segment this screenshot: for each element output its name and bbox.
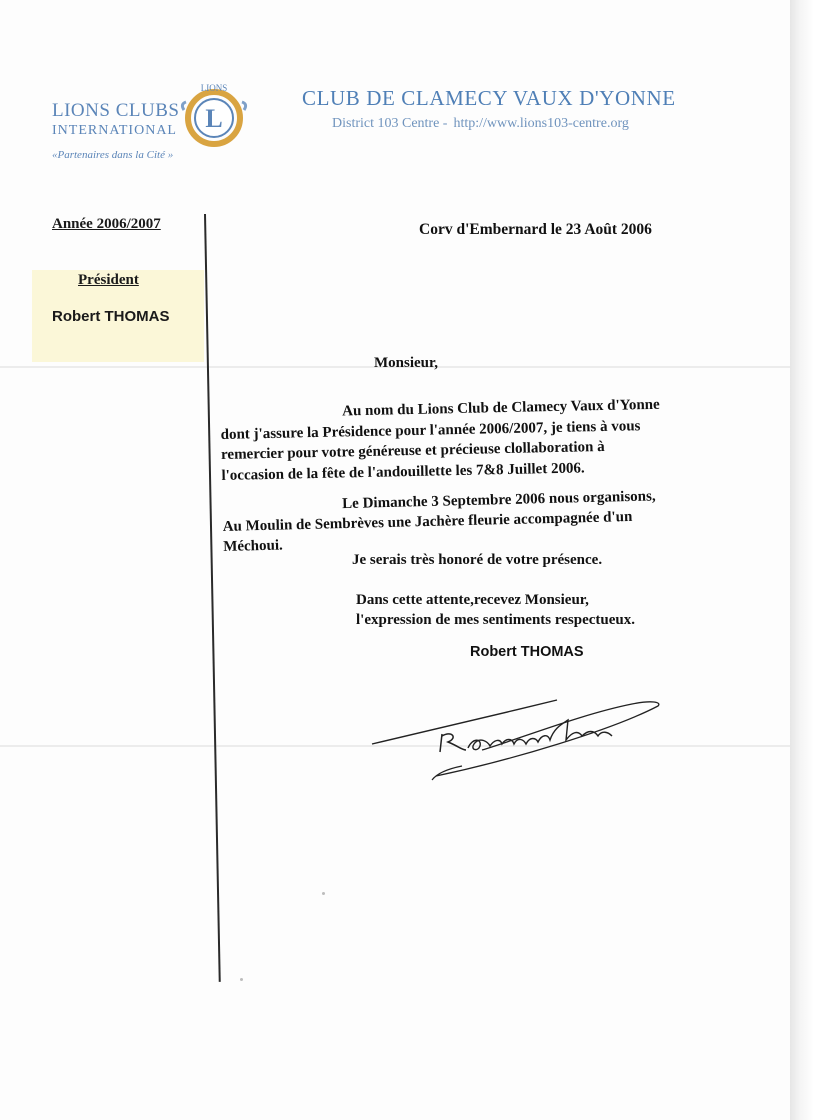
dateline: Corv d'Embernard le 23 Août 2006	[419, 221, 652, 238]
org-tagline: «Partenaires dans la Cité »	[52, 149, 174, 161]
lions-logo	[52, 80, 262, 170]
club-title: CLUB DE CLAMECY VAUX D'YONNE	[302, 86, 676, 110]
salutation: Monsieur,	[374, 355, 439, 371]
sidebar-year: Année 2006/2007	[52, 216, 161, 232]
text-line: dont j'assure la Présidence pour l'année 2006/2007, je tiens à vous	[220, 417, 641, 443]
paper-speck	[322, 892, 325, 895]
text-line: l'occasion de la fête de l'andouillette les 7&8 Juillet 2006.	[221, 459, 585, 484]
org-name: LIONS CLUBS	[52, 100, 180, 121]
text-line: Dans cette attente,recevez Monsieur,	[356, 592, 589, 608]
closing	[356, 590, 635, 630]
website-link: http://www.lions103-centre.org	[453, 116, 629, 131]
handwritten-signature	[362, 680, 672, 790]
scan-edge	[790, 0, 814, 1120]
lions-emblem-icon	[178, 80, 250, 152]
paragraph-thanks	[220, 394, 702, 486]
org-subtitle: INTERNATIONAL	[52, 123, 177, 138]
paragraph-event	[222, 485, 703, 557]
text-line: Au nom du Lions Club de Clamecy Vaux d'Yonne	[342, 396, 660, 420]
text-line: Au Moulin de Sembrèves une Jachère fleurie accompagnée d'un	[222, 508, 633, 535]
honor-line: Je serais très honoré de votre présence.	[352, 552, 603, 568]
district-text: District 103 Centre -	[332, 116, 448, 131]
paper-speck	[240, 978, 243, 981]
text-line: remercier pour votre généreuse et précieuse clollaboration à	[220, 438, 605, 463]
text-line: Le Dimanche 3 Septembre 2006 nous organisons,	[342, 488, 656, 513]
sidebar-role: Président	[78, 272, 139, 288]
signer-name: Robert THOMAS	[470, 644, 584, 660]
emblem-letter: L	[205, 104, 223, 133]
club-district	[332, 116, 629, 132]
sidebar-president-name: Robert THOMAS	[52, 308, 170, 325]
text-line: Méchoui.	[223, 537, 283, 555]
emblem-top-text: LIONS	[200, 83, 228, 93]
text-line: l'expression de mes sentiments respectueux.	[356, 612, 636, 628]
